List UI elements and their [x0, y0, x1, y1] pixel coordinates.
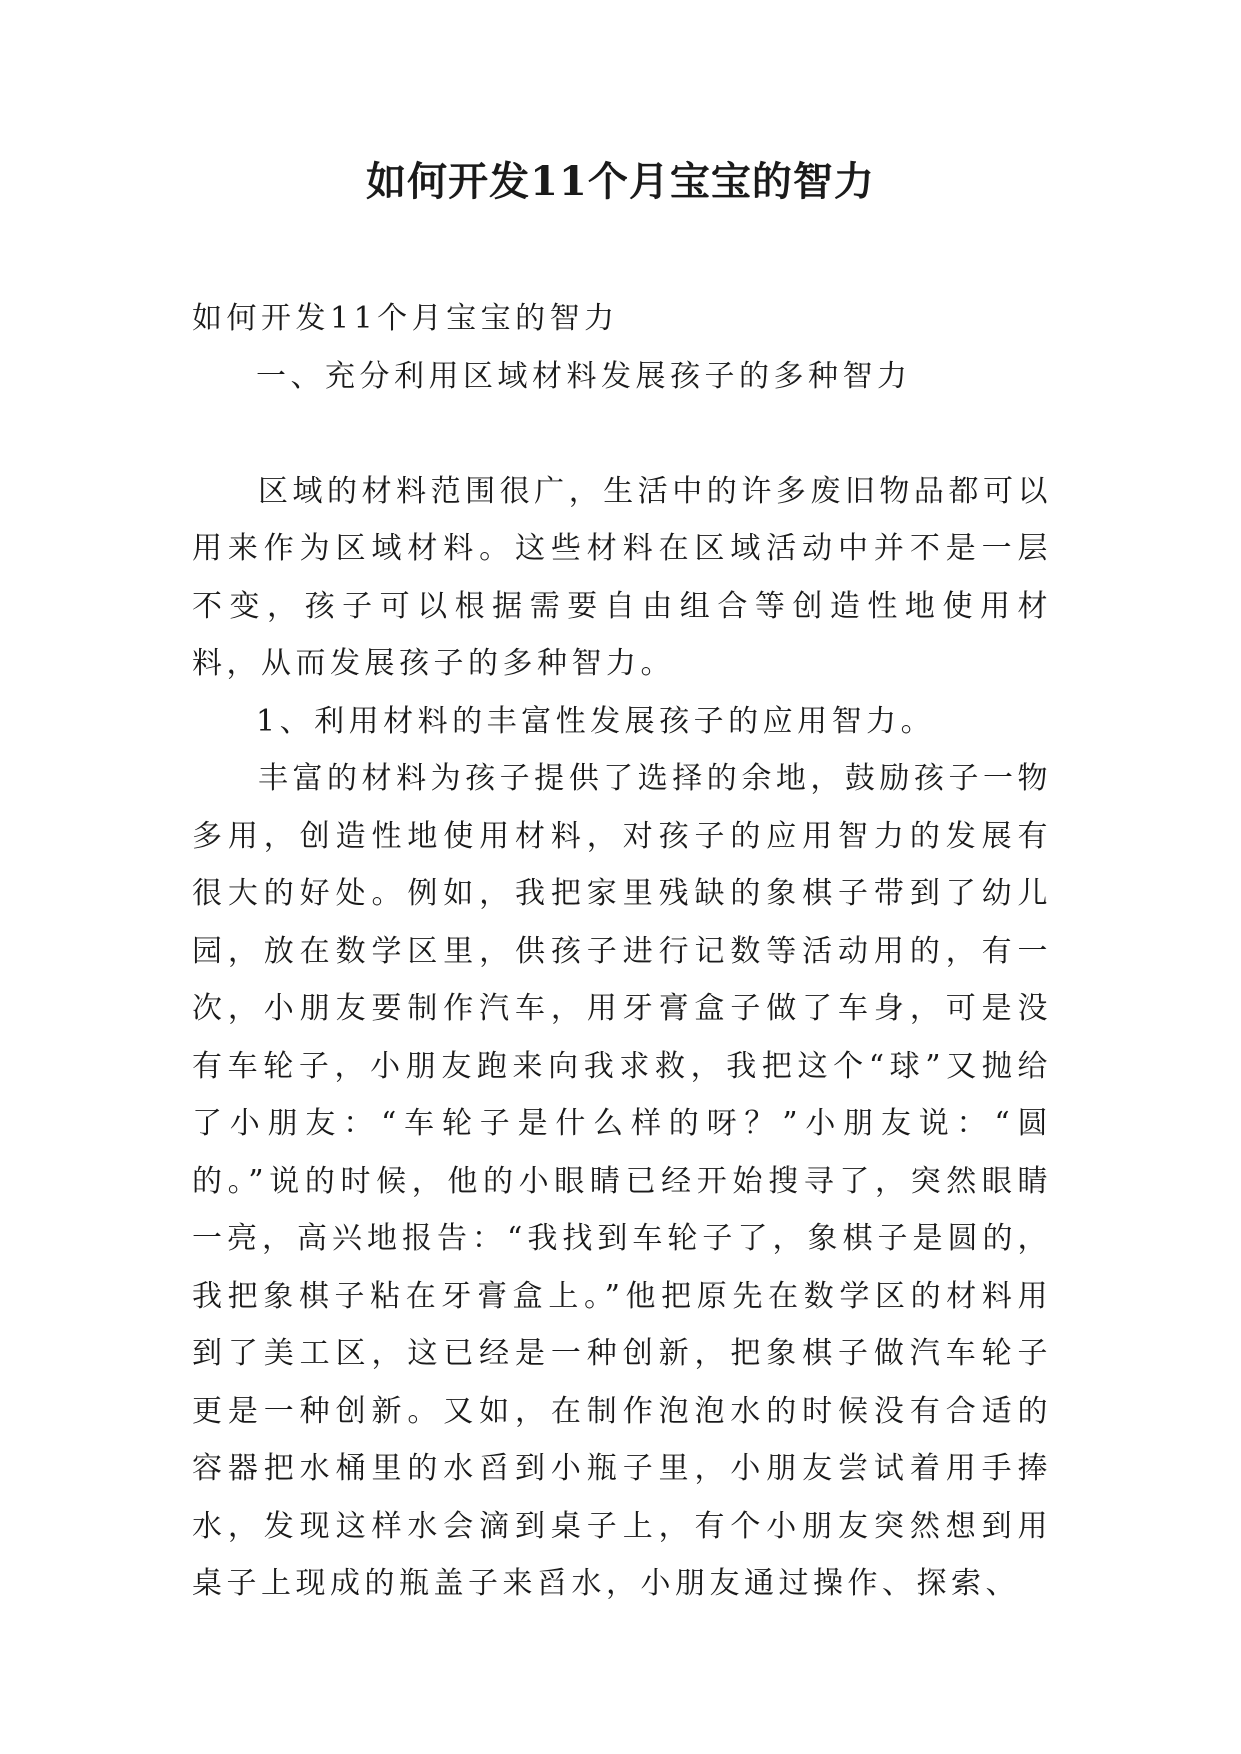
paragraph-2: 丰富的材料为孩子提供了选择的余地，鼓励孩子一物多用，创造性地使用材料，对孩子的应用智力的发展有很大的好处。例如，我把家里残缺的象棋子带到了幼儿园，放在数学区里，供孩子进行记数等活动用的，有一次，小朋友要制作汽车，用牙膏盒子做了车身，可是没有车轮子，小朋友跑来向我求救，我把这个“球”又抛给了小朋友：“车轮子是什么样的呀？”小朋友说：“圆的。”说的时候，他的小眼睛已经开始搜寻了，突然眼睛一亮，高兴地报告：“我找到车轮子了，象棋子是圆的，我把象棋子粘在牙膏盒上。”他把原先在数学区的材料用到了美工区，这已经是一种创新，把象棋子做汽车轮子更是一种创新。又如，在制作泡泡水的时候没有合适的容器把水桶里的水舀到小瓶子里，小朋友尝试着用手捧水，发现这样水会滴到桌子上，有个小朋友突然想到用桌子上现成的瓶盖子来舀水，小朋友通过操作、探索、 — [192, 761, 1052, 1601]
item-1-heading: 1、利用材料的丰富性发展孩子的应用智力。 — [256, 703, 936, 739]
blank-line — [192, 405, 1052, 463]
document-title: 如何开发11个月宝宝的智力 — [366, 158, 875, 205]
section-heading: 一、充分利用区域材料发展孩子的多种智力 — [256, 358, 912, 394]
paragraph-1: 区域的材料范围很广，生活中的许多废旧物品都可以用来作为区域材料。这些材料在区域活动中并不是一层不变，孩子可以根据需要自由组合等创造性地使用材料，从而发展孩子的多种智力。 — [192, 473, 1052, 681]
document-subtitle: 如何开发11个月宝宝的智力 — [192, 301, 619, 336]
document-body — [192, 290, 1052, 1613]
